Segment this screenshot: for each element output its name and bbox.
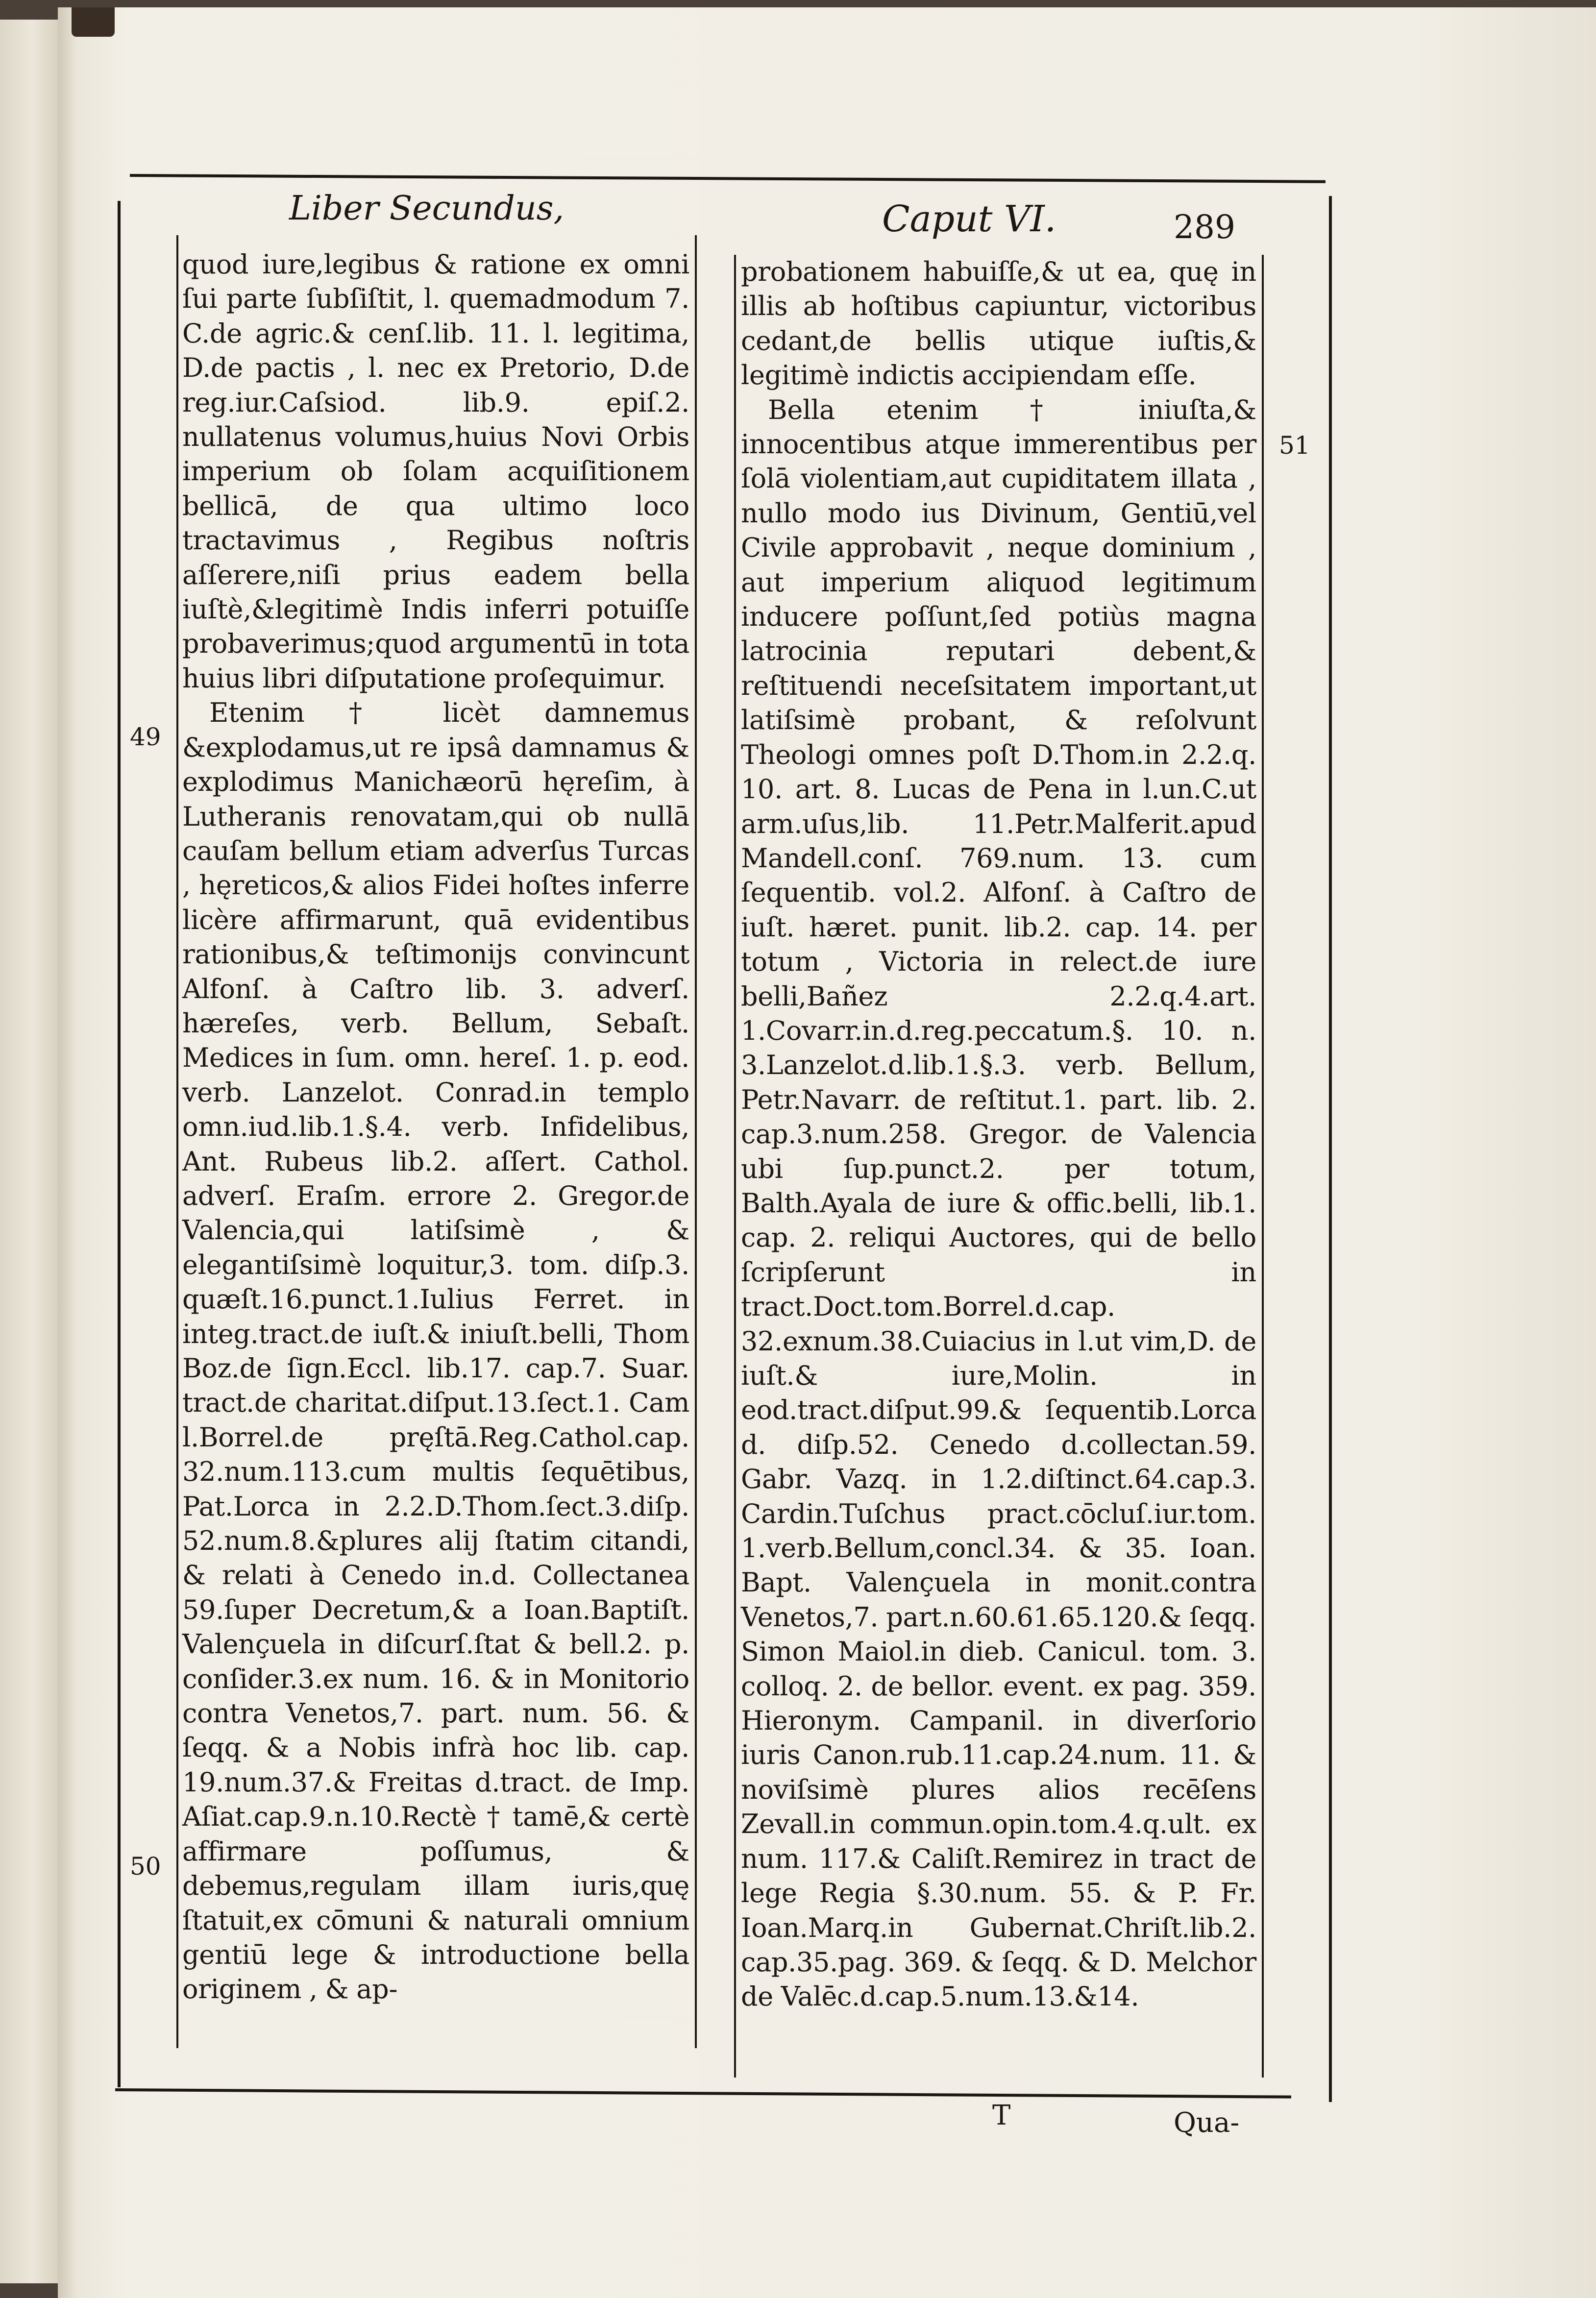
paragraph: quod iure,legibus & ratione ex omni ſui parte ſubſiſtit, l. quemadmodum 7. C.de agric.& cenſ.lib. 11. l. legitima, D.de pactis , l. nec ex Pretorio, D.de reg.iur.Caſsiod. lib.9. epiſ.2. nullatenus volumus,huius Novi Orbis imperium ob ſolam acquiſitionem bellicā, de qua ultimo loco tractavimus , Regibus noſtris aſſerere,niſi prius eadem bella iuſtè,&legitimè Indis inferri potuiſſe probaverimus;quod argumentū in tota huius libri diſputatione proſequimur. — [182, 249, 689, 694]
margin-number: 50 — [130, 1852, 161, 1881]
margin-number: 49 — [130, 723, 161, 751]
frame-rule-right — [1329, 196, 1332, 2102]
column-rule — [176, 235, 178, 2048]
page-number: 289 — [1174, 208, 1235, 246]
running-head-chapter: Caput VI. — [882, 198, 1056, 240]
paragraph: Etenim † licèt damnemus &explodamus,ut re ipsâ damnamus & explodimus Manichæorū hęreſim, à Lutheranis renovatam,qui ob nullā cauſam bellum etiam adverſus Turcas , hęreticos,& alios Fidei hoſtes inferre licère affirmarunt, quā evidentibus rationibus,& teſtimonijs convincunt Alfonſ. à Caſtro lib. 3. adverſ. hæreſes, verb. Bellum, Sebaſt. Medices in ſum. omn. hereſ. 1. p. eod. verb. Lanzelot. Conrad.in templo omn.iud.lib.1.§.4. verb. Infidelibus, Ant. Rubeus lib.2. aſſert. Cathol. adverſ. Eraſm. errore 2. Gregor.de Valencia,qui latiſsimè , & elegantiſsimè loquitur,3. tom. diſp.3. quæſt.16.punct.1.Iulius Ferret. in integ.tract.de iuſt.& iniuſt.belli, Thom Boz.de ſign.Eccl. lib.17. cap.7. Suar. tract.de charitat.diſput.13.ſect.1. Cam l.Borrel.de pręſtā.Reg.Cathol.cap. 32.num.113.cum multis ſequētibus, Pat.Lorca in 2.2.D.Thom.ſect.3.diſp. 52.num.8.&plures alij ſtatim citandi, & relati à Cenedo in.d. Collectanea 59.ſuper Decretum,& a Ioan.Baptiſt. Valençuela in diſcurſ.ſtat & bell.2. p. conſider.3.ex num. 16. & in Monitorio contra Venetos,7. part. num. 56. & ſeqq. & a Nobis infrà hoc lib. cap. 19.num.37.& Freitas d.tract. de Imp. Aſiat.cap.9.n.10.Rectè † tamē,& certè affirmare poſſumus, & debemus,regulam illam iuris,quę ſtatuit,ex cōmuni & naturali omnium gentiū lege & introductione bella originem , & ap- — [182, 697, 689, 2005]
column-rule — [734, 255, 736, 2078]
text-column-left — [182, 247, 689, 2036]
margin-number: 51 — [1279, 431, 1310, 460]
text-column-right — [741, 255, 1256, 2068]
catchword: Qua- — [1174, 2107, 1240, 2139]
paragraph: Bella etenim † iniuſta,& innocentibus atque immerentibus per ſolā violentiam,aut cupiditatem illata , nullo modo ius Divinum, Gentiū,vel Civile approbavit , neque dominium , aut imperium aliquod legitimum inducere poſſunt,ſed potiùs magna latrocinia reputari debent,& reſtituendi neceſsitatem important,ut latiſsimè probant, & reſolvunt Theologi omnes poſt D.Thom.in 2.2.q. 10. art. 8. Lucas de Pena in l.un.C.ut arm.uſus,lib. 11.Petr.Malferit.apud Mandell.conſ. 769.num. 13. cum ſequentib. vol.2. Alfonſ. à Caſtro de iuſt. hæret. punit. lib.2. cap. 14. per totum , Victoria in relect.de iure belli,Bañez 2.2.q.4.art. 1.Covarr.in.d.reg.peccatum.§. 10. n. 3.Lanzelot.d.lib.1.§.3. verb. Bellum, Petr.Navarr. de reſtitut.1. part. lib. 2. cap.3.num.258. Gregor. de Valencia ubi ſup.punct.2. per totum, Balth.Ayala de iure & offic.belli, lib.1. cap. 2. reliqui Auctores, qui de bello ſcripſerunt in tract.Doct.tom.Borrel.d.cap. 32.exnum.38.Cuiacius in l.ut vim,D. de iuſt.& iure,Molin. in eod.tract.diſput.99.& ſequentib.Lorca d. diſp.52. Cenedo d.collectan.59. Gabr. Vazq. in 1.2.diſtinct.64.cap.3. Cardin.Tuſchus pract.cōcluſ.iur.tom. 1.verb.Bellum,concl.34. & 35. Ioan. Bapt. Valençuela in monit.contra Venetos,7. part.n.60.61.65.120.& ſeqq. Simon Maiol.in dieb. Canicul. tom. 3. colloq. 2. de bellor. event. ex pag. 359. Hieronym. Campanil. in diverſorio iuris Canon.rub.11.cap.24.num. 11. & noviſsimè plures alios recēſens Zevall.in commun.opin.tom.4.q.ult. ex num. 117.& Caliſt.Remirez in tract de lege Regia §.30.num. 55. & P. Fr. Ioan.Marq.in Gubernat.Chriſt.lib.2. cap.35.pag. 369. & ſeqq. & D. Melchor de Valēc.d.cap.5.num.13.&14. — [741, 394, 1256, 2012]
paragraph: probationem habuiſſe,& ut ea, quę in illis ab hoſtibus capiuntur, victoribus cedant,de bellis utique iuſtis,& legitimè indictis accipiendam eſſe. — [741, 256, 1256, 391]
column-rule — [695, 235, 697, 2048]
bookmark-ribbon — [72, 7, 115, 37]
column-rule — [1262, 255, 1264, 2078]
facing-page-edge — [0, 20, 59, 2283]
running-head-book: Liber Secundus, — [289, 189, 565, 228]
signature-mark: T — [992, 2100, 1011, 2131]
frame-rule-left — [118, 201, 121, 2087]
